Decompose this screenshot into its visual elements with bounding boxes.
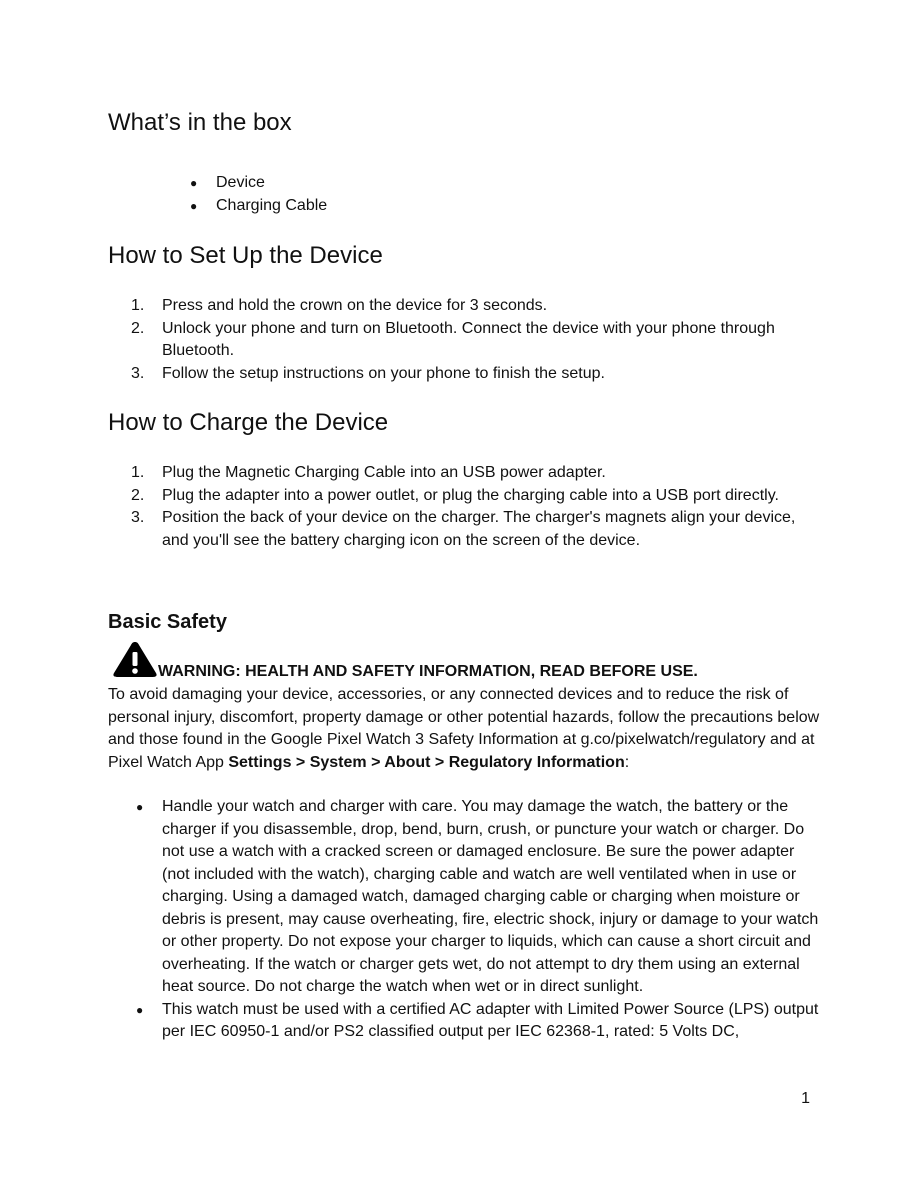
list-item: ● Handle your watch and charger with care. You may damage the watch, the battery or the charger if you disassemble, drop, bend, burn, crush, or puncture your watch or charger. Do not use a watch with a cracked screen or damaged enclosure. Be sure the power adapter (not included with the watch), charging cable and watch are well ventilated when in use or charging. Using a damaged watch, damaged charging cable or charging when moisture or debris is present, may cause overheating, fire, electric shock, injury or damage to your watch or other property. Do not expose your charger to liquids, which can cause a short circuit and overheating. If the watch or charger gets wet, do not attempt to dry them using an external heat source. Do not charge the watch when wet or in direct sunlight. bbox=[108, 796, 820, 999]
list-item bbox=[131, 318, 821, 363]
safety-heading: Basic Safety bbox=[108, 611, 227, 633]
setup-heading: How to Set Up the Device bbox=[108, 242, 383, 269]
step-number: 3. bbox=[131, 509, 145, 526]
setup-steps-list bbox=[131, 295, 821, 385]
box-contents-list bbox=[190, 172, 327, 217]
list-item bbox=[131, 507, 821, 552]
page-number: 1 bbox=[801, 1090, 810, 1107]
step-number: 2. bbox=[131, 486, 145, 504]
warning-text: WARNING: HEALTH AND SAFETY INFORMATION, READ BEFORE USE. bbox=[158, 663, 698, 680]
step-text: Follow the setup instructions on your phone to finish the setup. bbox=[162, 364, 605, 382]
box-heading: What’s in the box bbox=[108, 109, 292, 136]
step-text: Position the back of your device on the charger. The charger's magnets align your device, and you'll see the battery charging icon on the screen of the device. bbox=[162, 509, 796, 549]
step-number: 1. bbox=[131, 464, 145, 481]
list-item bbox=[131, 295, 821, 318]
list-item bbox=[131, 363, 821, 386]
safety-bullets-list bbox=[108, 796, 820, 1044]
intro-end: : bbox=[624, 753, 630, 771]
step-number: 2. bbox=[131, 319, 145, 337]
step-text: Plug the Magnetic Charging Cable into an USB power adapter. bbox=[162, 464, 606, 481]
warning-triangle-icon bbox=[112, 640, 158, 678]
warning-line bbox=[108, 640, 828, 680]
charge-heading: How to Charge the Device bbox=[108, 409, 389, 436]
list-item: ● Charging Cable bbox=[190, 195, 327, 218]
intro-text: To avoid damaging your device, accessories, or any connected devices and to reduce the risk of personal injury, discomfort, property damage or other potential hazards, follow the precautions below and those found in the Google Pixel Watch 3 Safety Information at g.co/pixelwatch/regulatory and at Pixel Watch App bbox=[108, 686, 820, 771]
safety-intro-paragraph bbox=[108, 684, 820, 774]
list-item bbox=[131, 462, 821, 485]
step-number: 1. bbox=[131, 297, 145, 314]
step-text: Press and hold the crown on the device for 3 seconds. bbox=[162, 297, 548, 314]
list-item: ● This watch must be used with a certified AC adapter with Limited Power Source (LPS) output per IEC 60950-1 and/or PS2 classified output per IEC 62368-1, rated: 5 Volts DC, bbox=[108, 999, 820, 1044]
list-item: ● Device bbox=[190, 172, 327, 195]
charge-steps-list bbox=[131, 462, 821, 552]
step-number: 3. bbox=[131, 364, 145, 382]
step-text: Plug the adapter into a power outlet, or plug the charging cable into a USB port directly. bbox=[162, 486, 779, 504]
step-text: Unlock your phone and turn on Bluetooth. Connect the device with your phone through Bluetooth. bbox=[162, 319, 775, 359]
intro-settings-path: Settings > System > About > Regulatory Information bbox=[228, 753, 625, 771]
list-item bbox=[131, 485, 821, 508]
